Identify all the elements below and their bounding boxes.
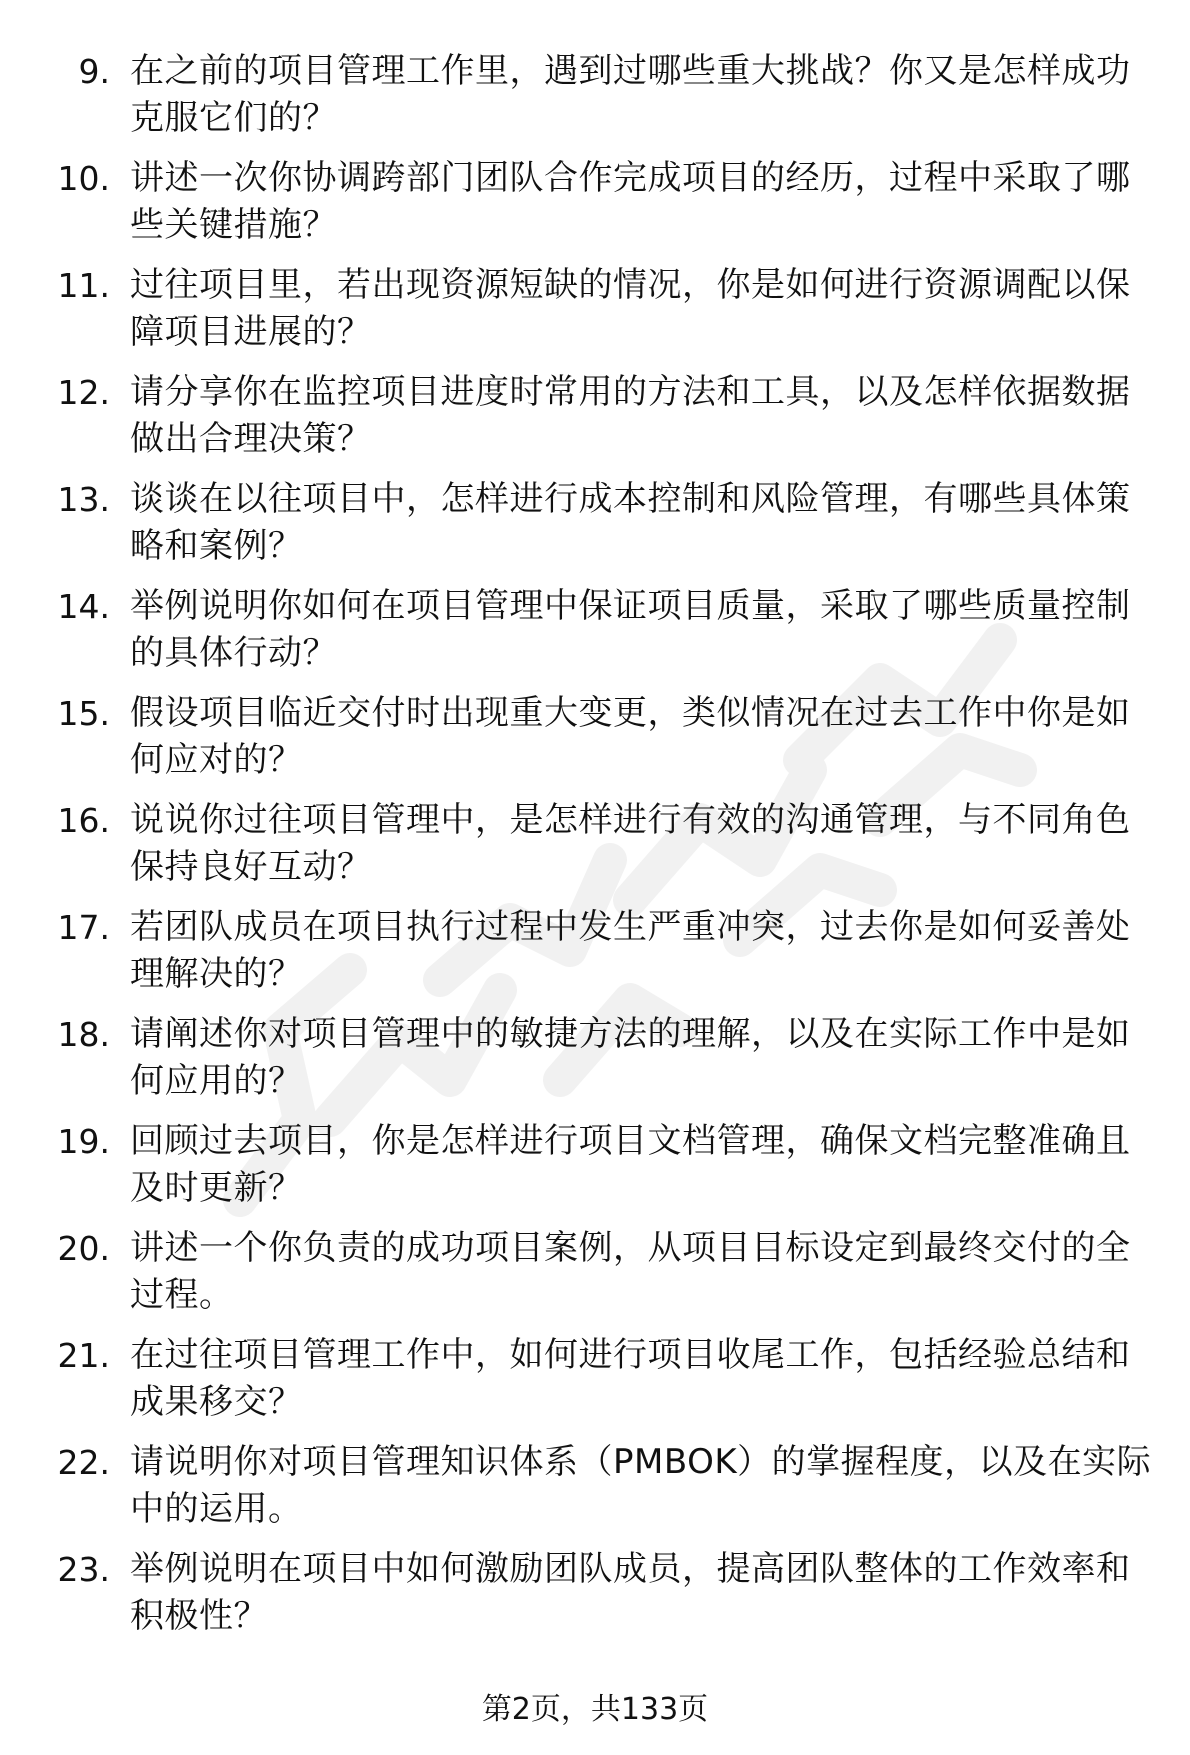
question-text: 举例说明在项目中如何激励团队成员，提高团队整体的工作效率和积极性？: [130, 1549, 1131, 1636]
question-text: 谈谈在以往项目中，怎样进行成本控制和风险管理，有哪些具体策略和案例？: [130, 479, 1131, 566]
question-text: 若团队成员在项目执行过程中发生严重冲突，过去你是如何妥善处理解决的？: [130, 907, 1131, 994]
question-text: 请说明你对项目管理知识体系（PMBOK）的掌握程度，以及在实际中的运用。: [130, 1442, 1152, 1529]
question-number: 20.: [57, 1229, 110, 1268]
question-text: 讲述一次你协调跨部门团队合作完成项目的经历，过程中采取了哪些关键措施？: [130, 158, 1131, 245]
question-item: [0, 1118, 1190, 1225]
question-text: 在之前的项目管理工作里，遇到过哪些重大挑战？你又是怎样成功克服它们的？: [130, 51, 1131, 138]
page-number-label: 第2页，共133页: [481, 1692, 709, 1727]
question-number: 19.: [57, 1122, 110, 1161]
question-text: 在过往项目管理工作中，如何进行项目收尾工作，包括经验总结和成果移交？: [130, 1335, 1131, 1422]
question-text: 过往项目里，若出现资源短缺的情况，你是如何进行资源调配以保障项目进展的？: [130, 265, 1131, 352]
question-number: 14.: [57, 587, 110, 626]
question-number: 12.: [57, 373, 110, 412]
question-number: 18.: [57, 1015, 110, 1054]
question-number: 10.: [57, 159, 110, 198]
question-item: [0, 797, 1190, 904]
question-item: [0, 904, 1190, 1011]
question-item: [0, 1546, 1190, 1653]
question-number: 16.: [57, 801, 110, 840]
question-item: [0, 1011, 1190, 1118]
question-item: [0, 155, 1190, 262]
question-number: 23.: [57, 1550, 110, 1589]
question-item: [0, 690, 1190, 797]
page-footer: [0, 1690, 1190, 1730]
question-number: 9.: [78, 52, 110, 91]
question-number: 15.: [57, 694, 110, 733]
question-text: 假设项目临近交付时出现重大变更，类似情况在过去工作中你是如何应对的？: [130, 693, 1131, 780]
question-item: [0, 1439, 1190, 1546]
question-item: [0, 48, 1190, 155]
question-item: [0, 1225, 1190, 1332]
question-number: 13.: [57, 480, 110, 519]
question-text: 请阐述你对项目管理中的敏捷方法的理解，以及在实际工作中是如何应用的？: [130, 1014, 1131, 1101]
question-text: 举例说明你如何在项目管理中保证项目质量，采取了哪些质量控制的具体行动？: [130, 586, 1131, 673]
question-item: [0, 583, 1190, 690]
question-text: 说说你过往项目管理中，是怎样进行有效的沟通管理，与不同角色保持良好互动？: [130, 800, 1131, 887]
question-number: 17.: [57, 908, 110, 947]
question-text: 请分享你在监控项目进度时常用的方法和工具，以及怎样依据数据做出合理决策？: [130, 372, 1131, 459]
question-item: [0, 1332, 1190, 1439]
question-item: [0, 476, 1190, 583]
question-item: [0, 369, 1190, 476]
question-item: [0, 262, 1190, 369]
question-text: 讲述一个你负责的成功项目案例，从项目目标设定到最终交付的全过程。: [130, 1228, 1131, 1315]
question-list: [0, 48, 1190, 1653]
question-number: 11.: [57, 266, 110, 305]
question-text: 回顾过去项目，你是怎样进行项目文档管理，确保文档完整准确且及时更新？: [130, 1121, 1131, 1208]
question-number: 22.: [57, 1443, 110, 1482]
question-number: 21.: [57, 1336, 110, 1375]
